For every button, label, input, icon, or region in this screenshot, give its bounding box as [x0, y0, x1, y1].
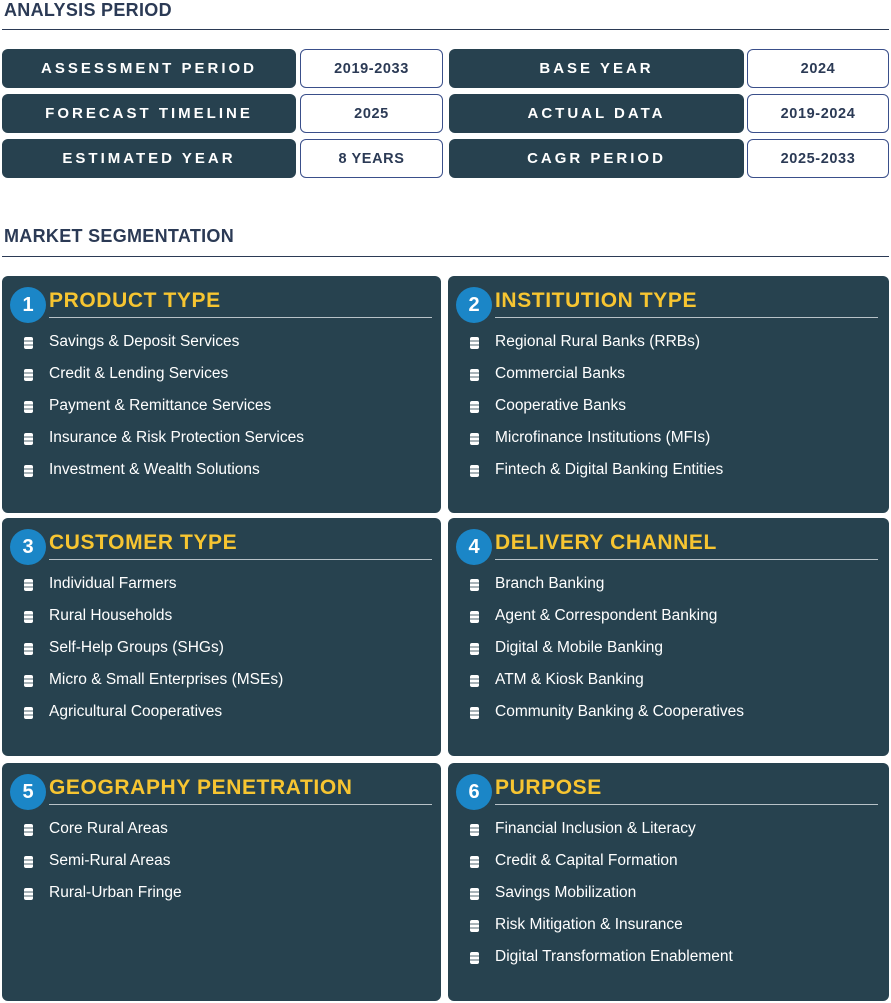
list-item	[448, 454, 889, 486]
database-icon	[24, 401, 33, 413]
list-item-label: Core Rural Areas	[49, 820, 168, 837]
list-item	[448, 664, 889, 696]
segment-number-badge: 5	[10, 774, 46, 810]
list-item	[2, 600, 441, 632]
list-item-label: Savings Mobilization	[495, 884, 637, 901]
database-icon	[24, 856, 33, 868]
database-icon	[24, 643, 33, 655]
database-icon	[24, 579, 33, 591]
cagr-period-value: 2025-2033	[747, 139, 889, 178]
list-item	[2, 390, 441, 422]
database-icon	[470, 707, 479, 719]
list-item	[448, 813, 889, 845]
segment-title: CUSTOMER TYPE	[49, 531, 238, 554]
list-item-label: Credit & Capital Formation	[495, 852, 678, 869]
segment-item-list	[2, 326, 441, 486]
list-item-label: Rural-Urban Fringe	[49, 884, 182, 901]
segment-title: GEOGRAPHY PENETRATION	[49, 776, 353, 799]
list-item-label: Digital Transformation Enablement	[495, 948, 733, 965]
segment-title: DELIVERY CHANNEL	[495, 531, 717, 554]
list-item-label: Branch Banking	[495, 575, 605, 592]
list-item	[448, 845, 889, 877]
list-item-label: Digital & Mobile Banking	[495, 639, 664, 656]
list-item-label: Rural Households	[49, 607, 173, 624]
segment-item-list	[448, 568, 889, 728]
list-item-label: Commercial Banks	[495, 365, 626, 382]
list-item	[2, 813, 441, 845]
list-item-label: Agent & Correspondent Banking	[495, 607, 718, 624]
list-item	[448, 696, 889, 728]
actual-data-value: 2019-2024	[747, 94, 889, 133]
database-icon	[470, 920, 479, 932]
segment-item-list	[448, 813, 889, 973]
database-icon	[470, 337, 479, 349]
segment-card-customer-type	[2, 518, 441, 756]
database-icon	[24, 611, 33, 623]
list-item	[2, 845, 441, 877]
database-icon	[470, 465, 479, 477]
segment-title: PURPOSE	[495, 776, 602, 799]
list-item	[448, 326, 889, 358]
database-icon	[470, 643, 479, 655]
list-item-label: Individual Farmers	[49, 575, 177, 592]
database-icon	[470, 824, 479, 836]
segment-title-underline	[495, 804, 878, 805]
database-icon	[24, 337, 33, 349]
database-icon	[24, 888, 33, 900]
analysis-period-title: ANALYSIS PERIOD	[4, 0, 172, 20]
base-year-label: BASE YEAR	[449, 49, 744, 88]
list-item-label: Micro & Small Enterprises (MSEs)	[49, 671, 284, 688]
list-item	[2, 664, 441, 696]
list-item-label: Self-Help Groups (SHGs)	[49, 639, 224, 656]
segment-card-purpose	[448, 763, 889, 1001]
database-icon	[470, 675, 479, 687]
segment-title-underline	[49, 804, 432, 805]
database-icon	[470, 888, 479, 900]
list-item-label: Savings & Deposit Services	[49, 333, 240, 350]
list-item	[448, 568, 889, 600]
segment-number-badge: 3	[10, 529, 46, 565]
forecast-timeline-label: FORECAST TIMELINE	[2, 94, 296, 133]
segment-number-badge: 6	[456, 774, 492, 810]
market-segmentation-divider	[2, 256, 889, 257]
list-item-label: Risk Mitigation & Insurance	[495, 916, 683, 933]
base-year-value: 2024	[747, 49, 889, 88]
analysis-period-grid	[0, 0, 891, 200]
database-icon	[24, 675, 33, 687]
segment-item-list	[2, 813, 441, 909]
list-item-label: Fintech & Digital Banking Entities	[495, 461, 724, 478]
segment-card-delivery-channel	[448, 518, 889, 756]
list-item	[2, 696, 441, 728]
list-item	[2, 877, 441, 909]
segment-title-underline	[49, 559, 432, 560]
list-item	[448, 390, 889, 422]
segment-number-badge: 1	[10, 287, 46, 323]
assessment-period-label: ASSESSMENT PERIOD	[2, 49, 296, 88]
list-item	[2, 326, 441, 358]
segment-item-list	[448, 326, 889, 486]
database-icon	[470, 856, 479, 868]
segment-title-underline	[49, 317, 432, 318]
database-icon	[24, 824, 33, 836]
list-item	[2, 454, 441, 486]
segment-title: INSTITUTION TYPE	[495, 289, 698, 312]
database-icon	[470, 401, 479, 413]
database-icon	[24, 465, 33, 477]
list-item	[448, 941, 889, 973]
market-segmentation-title: MARKET SEGMENTATION	[4, 226, 235, 246]
list-item	[2, 568, 441, 600]
database-icon	[24, 707, 33, 719]
list-item	[448, 422, 889, 454]
database-icon	[24, 433, 33, 445]
list-item	[448, 909, 889, 941]
segment-number-badge: 4	[456, 529, 492, 565]
actual-data-label: ACTUAL DATA	[449, 94, 744, 133]
database-icon	[470, 952, 479, 964]
segment-card-institution-type	[448, 276, 889, 513]
list-item-label: Microfinance Institutions (MFIs)	[495, 429, 711, 446]
segment-title-underline	[495, 559, 878, 560]
list-item-label: Credit & Lending Services	[49, 365, 229, 382]
database-icon	[470, 611, 479, 623]
segment-item-list	[2, 568, 441, 728]
list-item	[448, 358, 889, 390]
list-item	[2, 422, 441, 454]
list-item-label: Investment & Wealth Solutions	[49, 461, 260, 478]
list-item-label: Insurance & Risk Protection Services	[49, 429, 304, 446]
list-item-label: Regional Rural Banks (RRBs)	[495, 333, 701, 350]
database-icon	[470, 433, 479, 445]
estimated-year-label: ESTIMATED YEAR	[2, 139, 296, 178]
list-item-label: Payment & Remittance Services	[49, 397, 272, 414]
database-icon	[470, 579, 479, 591]
assessment-period-value: 2019-2033	[300, 49, 443, 88]
segment-number-badge: 2	[456, 287, 492, 323]
list-item	[2, 632, 441, 664]
segment-title: PRODUCT TYPE	[49, 289, 221, 312]
estimated-year-value: 8 YEARS	[300, 139, 443, 178]
database-icon	[24, 369, 33, 381]
list-item	[2, 358, 441, 390]
segment-card-geography-penetration	[2, 763, 441, 1001]
list-item	[448, 877, 889, 909]
list-item-label: Cooperative Banks	[495, 397, 626, 414]
list-item-label: ATM & Kiosk Banking	[495, 671, 644, 688]
list-item-label: Agricultural Cooperatives	[49, 703, 223, 720]
list-item-label: Semi-Rural Areas	[49, 852, 171, 869]
cagr-period-label: CAGR PERIOD	[449, 139, 744, 178]
database-icon	[470, 369, 479, 381]
list-item-label: Financial Inclusion & Literacy	[495, 820, 696, 837]
list-item	[448, 600, 889, 632]
segment-card-product-type	[2, 276, 441, 513]
list-item-label: Community Banking & Cooperatives	[495, 703, 744, 720]
list-item	[448, 632, 889, 664]
segment-title-underline	[495, 317, 878, 318]
forecast-timeline-value: 2025	[300, 94, 443, 133]
